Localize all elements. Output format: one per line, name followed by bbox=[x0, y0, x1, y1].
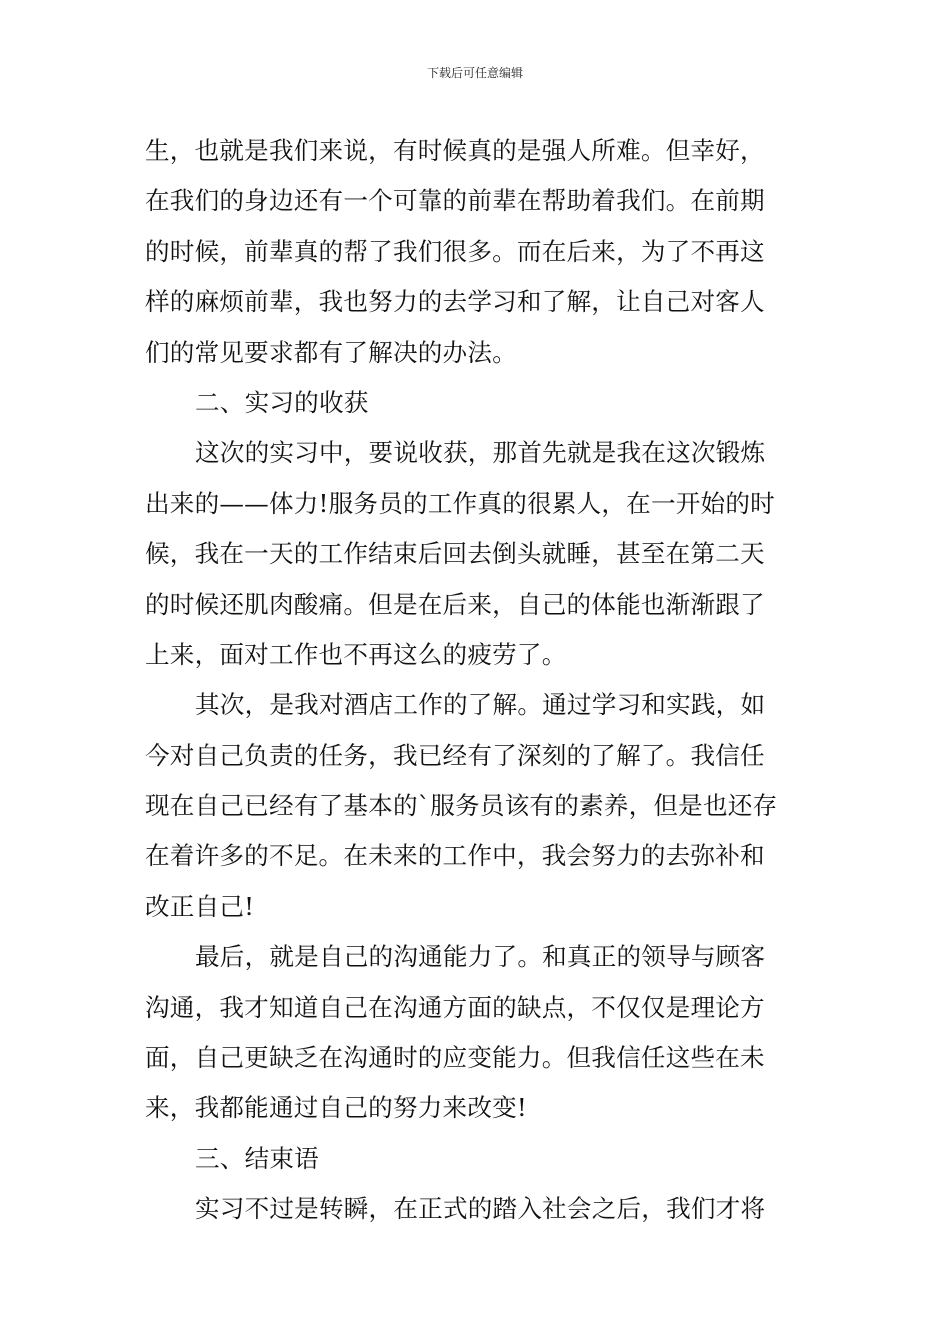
heading-line: 三、结束语 bbox=[195, 1143, 319, 1173]
text-line: 这次的实习中，要说收获，那首先就是我在这次锻炼 bbox=[195, 438, 766, 468]
text-line: 的时候还肌肉酸痛。但是在后来，自己的体能也渐渐跟了 bbox=[145, 589, 765, 619]
text-line: 生，也就是我们来说，有时候真的是强人所难。但幸好， bbox=[145, 136, 765, 165]
text-line: 其次，是我对酒店工作的了解。通过学习和实践，如 bbox=[195, 690, 766, 720]
header-text: 下载后可任意编辑 bbox=[426, 66, 523, 80]
document-body bbox=[145, 126, 810, 1235]
text-line: 在着许多的不足。在未来的工作中，我会努力的去弥补和 bbox=[145, 841, 765, 871]
heading-line: 二、实习的收获 bbox=[195, 387, 369, 417]
text-line: 样的麻烦前辈，我也努力的去学习和了解，让自己对客人 bbox=[145, 287, 765, 317]
text-line: 改正自己! bbox=[145, 891, 255, 921]
paragraph-conclusion bbox=[145, 1184, 810, 1234]
text-line: 候，我在一天的工作结束后回去倒头就睡，甚至在第二天 bbox=[145, 539, 765, 569]
text-line: 的时候，前辈真的帮了我们很多。而在后来，为了不再这 bbox=[145, 236, 765, 266]
section-heading-harvest bbox=[145, 378, 810, 428]
page-header bbox=[0, 64, 950, 82]
text-line: 出来的——体力!服务员的工作真的很累人，在一开始的时 bbox=[145, 488, 775, 518]
text-line: 沟通，我才知道自己在沟通方面的缺点，不仅仅是理论方 bbox=[145, 992, 765, 1022]
text-line: 上来，面对工作也不再这么的疲劳了。 bbox=[145, 639, 567, 669]
text-line: 最后，就是自己的沟通能力了。和真正的领导与顾客 bbox=[195, 942, 766, 972]
text-line: 在我们的身边还有一个可靠的前辈在帮助着我们。在前期 bbox=[145, 186, 765, 216]
section-heading-conclusion bbox=[145, 1134, 810, 1184]
text-line: 来，我都能通过自己的努力来改变! bbox=[145, 1093, 527, 1123]
paragraph-1 bbox=[145, 126, 810, 378]
paragraph-hotel-work bbox=[145, 680, 810, 932]
paragraph-communication bbox=[145, 932, 810, 1134]
paragraph-stamina bbox=[145, 428, 810, 680]
text-line: 实习不过是转瞬，在正式的踏入社会之后，我们才将 bbox=[195, 1194, 766, 1224]
text-line: 现在自己已经有了基本的`服务员该有的素养，但是也还存 bbox=[145, 791, 778, 821]
text-line: 们的常见要求都有了解决的办法。 bbox=[145, 337, 517, 367]
text-line: 今对自己负责的任务，我已经有了深刻的了解了。我信任 bbox=[145, 740, 765, 770]
text-line: 面，自己更缺乏在沟通时的应变能力。但我信任这些在未 bbox=[145, 1043, 765, 1073]
